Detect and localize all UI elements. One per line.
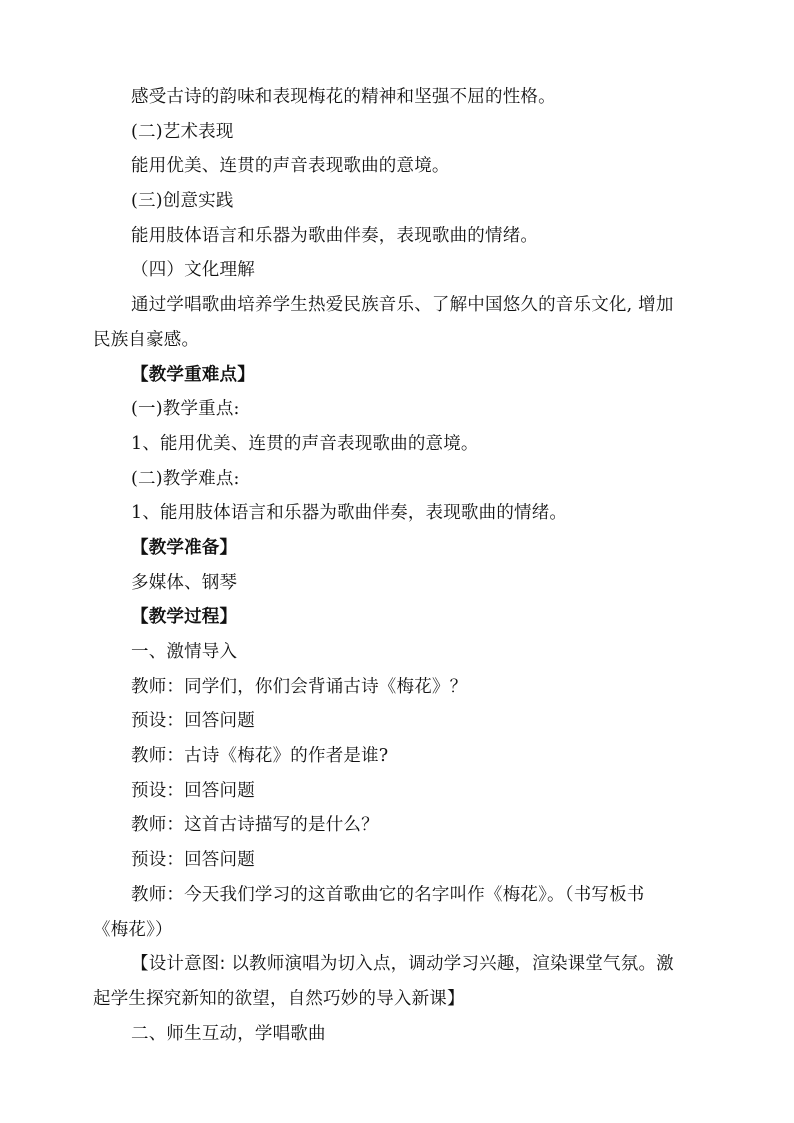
dialogue-teacher-4-line-1: 教师：今天我们学习的这首歌曲它的名字叫作《梅花》。（书写板书 (131, 884, 645, 905)
objective-text-poem: 感受古诗的韵味和表现梅花的精神和坚强不屈的性格。 (131, 87, 556, 107)
objective-text-culture-2: 民族自豪感。 (93, 329, 200, 350)
dialogue-teacher-4-line-2: 《梅花》） (93, 919, 173, 940)
design-intent-line-1: 【设计意图: 以教师演唱为切入点，调动学习兴趣，渲染课堂气氛。激 (131, 954, 674, 975)
dialogue-preset-2: 预设：回答问题 (131, 780, 255, 801)
objective-text-voice: 能用优美、连贯的声音表现歌曲的意境。 (131, 156, 450, 177)
section-art-expression: (二)艺术表现 (131, 121, 234, 142)
design-intent-line-2: 起学生探究新知的欲望，自然巧妙的导入新课】 (93, 988, 465, 1009)
section-creative-practice: (三)创意实践 (131, 191, 234, 212)
dialogue-teacher-3: 教师：这首古诗描写的是什么？ (131, 815, 379, 836)
subheading-key-points: (一)教学重点: (131, 399, 240, 420)
process-step-1-title: 一、激情导入 (131, 642, 238, 662)
key-point-item-1: 1、能用优美、连贯的声音表现歌曲的意境。 (131, 433, 479, 454)
heading-preparation: 【教学准备】 (131, 537, 238, 558)
dialogue-teacher-2: 教师：古诗《梅花》的作者是谁? (131, 746, 389, 767)
difficult-point-item-1: 1、能用肢体语言和乐器为歌曲伴奏，表现歌曲的情绪。 (131, 503, 568, 524)
preparation-text: 多媒体、钢琴 (131, 572, 238, 593)
heading-key-difficult-points: 【教学重难点】 (131, 364, 255, 385)
section-cultural-understanding: （四）文化理解 (131, 260, 255, 281)
heading-process: 【教学过程】 (131, 607, 238, 628)
dialogue-preset-1: 预设：回答问题 (131, 711, 255, 732)
process-step-2-title: 二、师生互动，学唱歌曲 (131, 1023, 326, 1044)
subheading-difficult-points: (二)教学难点: (131, 468, 240, 489)
objective-text-accompaniment: 能用肢体语言和乐器为歌曲伴奏，表现歌曲的情绪。 (131, 225, 539, 246)
dialogue-teacher-1: 教师：同学们，你们会背诵古诗《梅花》？ (131, 676, 468, 697)
dialogue-preset-3: 预设：回答问题 (131, 850, 255, 871)
document-body (93, 80, 705, 1051)
objective-text-culture-1: 通过学唱歌曲培养学生热爱民族音乐、了解中国悠久的音乐文化, 增加 (131, 295, 674, 316)
